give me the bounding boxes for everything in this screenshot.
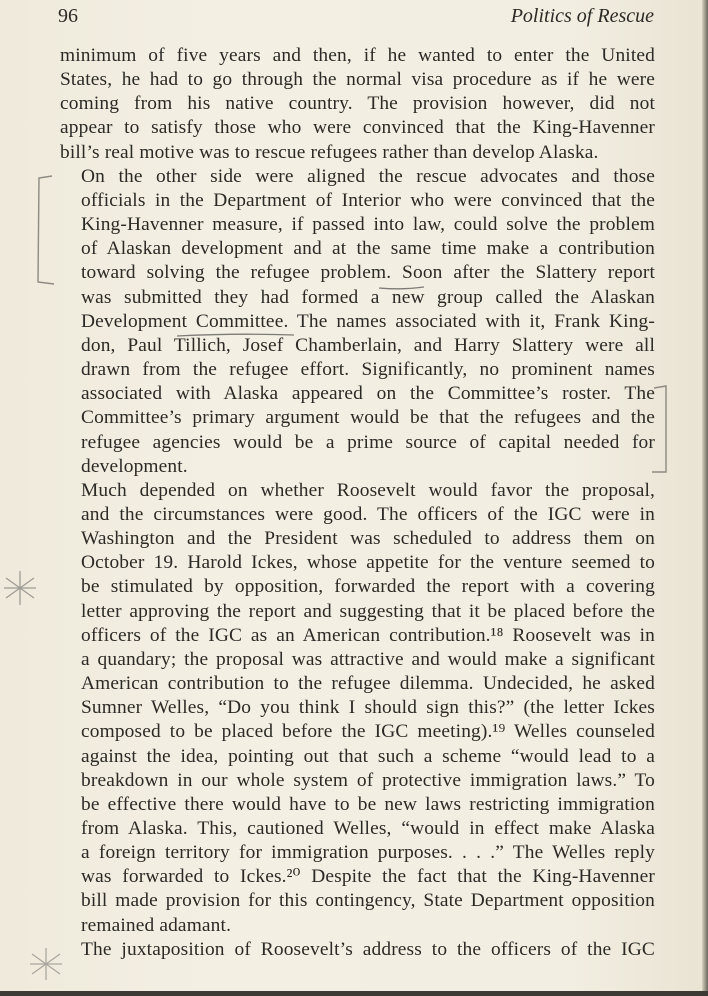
text-line: October 19. Harold Ickes, whose appetite for the venture seemed to bbox=[81, 552, 655, 574]
paragraph bbox=[60, 938, 655, 962]
paragraph bbox=[60, 44, 655, 165]
text-line: refugee agencies would be a prime source of capital needed for bbox=[81, 431, 655, 453]
text-line: letter approving the report and suggesting that it be placed before the bbox=[81, 600, 655, 622]
text-line: States, he had to go through the normal visa procedure as if he were bbox=[60, 69, 655, 91]
text-line: associated with Alaska appeared on the Committee’s roster. The bbox=[81, 383, 655, 405]
text-line: remained adamant. bbox=[81, 914, 232, 936]
text-line: Sumner Welles, “Do you think I should sign this?” (the letter Ickes bbox=[81, 697, 655, 719]
text-line: was submitted they had formed a new group called the Alaskan bbox=[81, 286, 655, 308]
text-line: from Alaska. This, cautioned Welles, “would in effect make Alaska bbox=[81, 818, 655, 839]
text-line: a quandary; the proposal was attractive and would make a significant bbox=[81, 648, 655, 670]
text-line: minimum of five years and then, if he wanted to enter the United bbox=[60, 45, 655, 66]
text-line: Development Committee. The names associated with it, Frank King- bbox=[81, 310, 655, 332]
text-line: Committee’s primary argument would be that the refugees and the bbox=[81, 407, 655, 429]
text-line: On the other side were aligned the rescue advocates and those bbox=[81, 165, 655, 187]
text-line: development. bbox=[81, 455, 188, 477]
text-line: be stimulated by opposition, forwarded the report with a covering bbox=[81, 576, 655, 598]
page-edge-shadow bbox=[702, 0, 708, 996]
pencil-underline-committee-mark bbox=[176, 331, 296, 339]
page-bottom-edge bbox=[0, 991, 708, 996]
page-number: 96 bbox=[58, 5, 78, 27]
text-line: The juxtaposition of Roosevelt’s address to the officers of the IGC bbox=[81, 938, 655, 960]
pencil-asterisk-mark bbox=[2, 568, 38, 608]
text-line: American contribution to the refugee dilemma. Undecided, he asked bbox=[81, 673, 655, 695]
text-line: be effective there would have to be new laws restricting immigration bbox=[81, 793, 655, 815]
text-line: coming from his native country. The provision however, did not bbox=[60, 93, 655, 115]
text-line: officials in the Department of Interior who were convinced that the bbox=[81, 189, 655, 211]
text-line: Washington and the President was scheduled to address them on bbox=[81, 528, 655, 550]
text-line: of Alaskan development and at the same time make a contribution bbox=[81, 238, 655, 260]
text-line: bill made provision for this contingency, State Department opposition bbox=[81, 890, 655, 912]
text-line: King-Havenner measure, if passed into law, could solve the problem bbox=[81, 214, 655, 236]
text-line: don, Paul Tillich, Josef Chamberlain, and Harry Slattery were all bbox=[81, 334, 655, 356]
text-line: a foreign territory for immigration purposes. . . .” The Welles reply bbox=[81, 842, 655, 864]
text-line: was forwarded to Ickes.²⁰ Despite the fact that the King-Havenner bbox=[81, 866, 655, 888]
body-text bbox=[60, 44, 655, 962]
text-line: against the idea, pointing out that such a scheme “would lead to a bbox=[81, 745, 655, 767]
text-line: breakdown in our whole system of protective immigration laws.” To bbox=[81, 769, 655, 791]
text-line: toward solving the refugee problem. Soon after the Slattery report bbox=[81, 262, 655, 284]
text-line: and the circumstances were good. The officers of the IGC were in bbox=[81, 503, 655, 525]
paragraph bbox=[60, 479, 655, 938]
paragraph bbox=[60, 165, 655, 479]
pencil-asterisk-bottom-mark bbox=[26, 946, 66, 982]
pencil-bracket-right-mark bbox=[650, 380, 674, 480]
text-line: appear to satisfy those who were convinced that the King-Havenner bbox=[60, 117, 655, 139]
text-line: composed to be placed before the IGC meeting).¹⁹ Welles counseled bbox=[81, 721, 655, 743]
text-line: officers of the IGC as an American contribution.¹⁸ Roosevelt was in bbox=[81, 624, 655, 646]
pencil-underline-soon-mark bbox=[378, 284, 426, 292]
running-head: Politics of Rescue bbox=[510, 5, 654, 27]
page-header bbox=[58, 5, 654, 31]
pencil-bracket-left-mark bbox=[28, 170, 58, 290]
text-line: Much depended on whether Roosevelt would favor the proposal, bbox=[81, 479, 655, 501]
text-line: drawn from the refugee effort. Significantly, no prominent names bbox=[81, 359, 655, 381]
text-line: bill’s real motive was to rescue refugees rather than develop Alaska. bbox=[60, 141, 599, 163]
